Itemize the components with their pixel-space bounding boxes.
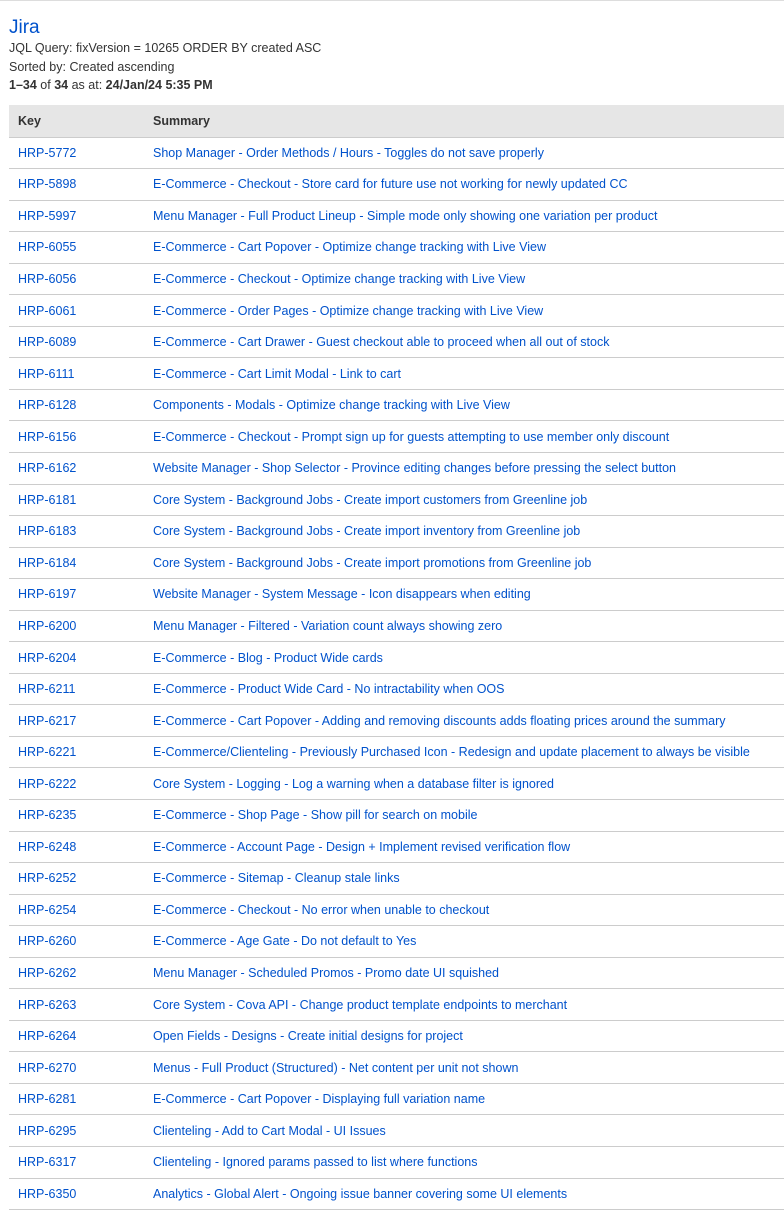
issue-summary-link[interactable]: E-Commerce - Checkout - Prompt sign up for guests attempting to use member only discount [153, 429, 670, 444]
key-cell [9, 989, 144, 1021]
key-cell [9, 358, 144, 390]
issue-key-link[interactable]: HRP-6235 [18, 808, 77, 823]
jql-label: JQL Query: [9, 41, 73, 55]
summary-cell [144, 547, 784, 579]
summary-cell [144, 863, 784, 895]
issue-summary-link[interactable]: Menu Manager - Full Product Lineup - Simple mode only showing one variation per product [153, 208, 658, 223]
table-row [9, 232, 784, 264]
issue-key-link[interactable]: HRP-6128 [18, 398, 77, 413]
issue-key-link[interactable]: HRP-6200 [18, 618, 77, 633]
issue-key-link[interactable]: HRP-6061 [18, 303, 77, 318]
issue-summary-link[interactable]: E-Commerce - Checkout - No error when unable to checkout [153, 902, 490, 917]
key-cell [9, 894, 144, 926]
key-cell [9, 137, 144, 169]
issue-key-link[interactable]: HRP-6248 [18, 839, 77, 854]
summary-cell [144, 295, 784, 327]
key-cell [9, 452, 144, 484]
summary-cell [144, 926, 784, 958]
summary-cell [144, 642, 784, 674]
table-row [9, 1178, 784, 1210]
issue-summary-link[interactable]: Website Manager - System Message - Icon disappears when editing [153, 587, 531, 602]
of-label: of [40, 78, 51, 92]
issue-key-link[interactable]: HRP-6181 [18, 492, 77, 507]
table-row [9, 989, 784, 1021]
issue-key-link[interactable]: HRP-6156 [18, 429, 77, 444]
issue-key-link[interactable]: HRP-6211 [18, 682, 76, 697]
summary-cell [144, 169, 784, 201]
issue-key-link[interactable]: HRP-6254 [18, 902, 77, 917]
table-row [9, 389, 784, 421]
summary-cell [144, 736, 784, 768]
table-row [9, 484, 784, 516]
timestamp: 24/Jan/24 5:35 PM [105, 78, 213, 92]
table-row [9, 295, 784, 327]
table-row [9, 579, 784, 611]
issue-key-link[interactable]: HRP-6217 [18, 713, 77, 728]
key-cell [9, 957, 144, 989]
issue-summary-link[interactable]: Clienteling - Ignored params passed to list where functions [153, 1155, 478, 1170]
issue-summary-link[interactable]: E-Commerce - Product Wide Card - No intractability when OOS [153, 682, 505, 697]
issue-key-link[interactable]: HRP-6270 [18, 1060, 77, 1075]
key-cell [9, 705, 144, 737]
summary-cell [144, 831, 784, 863]
issue-key-link[interactable]: HRP-6264 [18, 1029, 77, 1044]
key-cell [9, 389, 144, 421]
table-row [9, 673, 784, 705]
issue-summary-link[interactable]: Menu Manager - Filtered - Variation count always showing zero [153, 618, 503, 633]
page-container [0, 1, 784, 1210]
table-header-row [9, 105, 784, 138]
key-cell [9, 673, 144, 705]
issue-summary-link[interactable]: Core System - Background Jobs - Create import inventory from Greenline job [153, 524, 581, 539]
issue-summary-link[interactable]: Core System - Background Jobs - Create import customers from Greenline job [153, 492, 588, 507]
summary-cell [144, 263, 784, 295]
key-cell [9, 547, 144, 579]
issue-summary-link[interactable]: E-Commerce - Cart Drawer - Guest checkout able to proceed when all out of stock [153, 335, 610, 350]
key-cell [9, 421, 144, 453]
issue-summary-link[interactable]: Components - Modals - Optimize change tracking with Live View [153, 398, 510, 413]
issue-summary-link[interactable]: Menu Manager - Scheduled Promos - Promo date UI squished [153, 965, 500, 980]
summary-cell [144, 232, 784, 264]
table-row [9, 1147, 784, 1179]
table-row [9, 863, 784, 895]
issue-key-link[interactable]: HRP-6317 [18, 1155, 77, 1170]
table-row [9, 610, 784, 642]
key-cell [9, 736, 144, 768]
key-cell [9, 1020, 144, 1052]
issue-key-link[interactable]: HRP-6111 [18, 366, 75, 381]
key-cell [9, 169, 144, 201]
issue-summary-link[interactable]: E-Commerce - Age Gate - Do not default to Yes [153, 934, 417, 949]
issue-summary-link[interactable]: E-Commerce - Cart Popover - Adding and removing discounts adds floating prices around the summary [153, 713, 726, 728]
issue-key-link[interactable]: HRP-5772 [18, 145, 77, 160]
table-row [9, 642, 784, 674]
issue-key-link[interactable]: HRP-5898 [18, 177, 77, 192]
issue-key-link[interactable]: HRP-6197 [18, 587, 77, 602]
issue-key-link[interactable]: HRP-6204 [18, 650, 77, 665]
result-count-line [9, 76, 784, 95]
summary-cell [144, 1020, 784, 1052]
key-cell [9, 1115, 144, 1147]
key-cell [9, 263, 144, 295]
key-cell [9, 1178, 144, 1210]
table-row [9, 200, 784, 232]
issue-key-link[interactable]: HRP-6260 [18, 934, 77, 949]
key-cell [9, 863, 144, 895]
summary-cell [144, 137, 784, 169]
table-row [9, 1115, 784, 1147]
sorted-value: Created ascending [69, 59, 175, 74]
issue-summary-link[interactable]: E-Commerce - Blog - Product Wide cards [153, 650, 383, 665]
issues-table [9, 105, 784, 1211]
issue-summary-link[interactable]: Core System - Cova API - Change product template endpoints to merchant [153, 997, 568, 1012]
as-at-label: as at: [71, 78, 103, 92]
issue-summary-link[interactable]: Core System - Logging - Log a warning when a database filter is ignored [153, 776, 554, 791]
table-row [9, 705, 784, 737]
sorted-by-line [9, 58, 784, 77]
issue-summary-link[interactable]: Open Fields - Designs - Create initial designs for project [153, 1029, 463, 1044]
table-row [9, 452, 784, 484]
key-cell [9, 1052, 144, 1084]
issue-key-link[interactable]: HRP-6089 [18, 335, 77, 350]
issue-key-link[interactable]: HRP-6350 [18, 1186, 77, 1201]
table-row [9, 358, 784, 390]
summary-cell [144, 957, 784, 989]
key-cell [9, 232, 144, 264]
table-row [9, 926, 784, 958]
table-row [9, 516, 784, 548]
issue-summary-link[interactable]: E-Commerce - Shop Page - Show pill for search on mobile [153, 808, 478, 823]
summary-cell [144, 1115, 784, 1147]
issue-summary-link[interactable]: E-Commerce - Account Page - Design + Implement revised verification flow [153, 839, 571, 854]
issue-key-link[interactable]: HRP-6252 [18, 871, 77, 886]
summary-cell [144, 1052, 784, 1084]
key-cell [9, 579, 144, 611]
table-row [9, 831, 784, 863]
table-row [9, 421, 784, 453]
issue-key-link[interactable]: HRP-5997 [18, 208, 77, 223]
table-row [9, 169, 784, 201]
key-cell [9, 200, 144, 232]
summary-cell [144, 989, 784, 1021]
table-row [9, 957, 784, 989]
issue-summary-link[interactable]: E-Commerce - Cart Popover - Displaying full variation name [153, 1092, 486, 1107]
issue-key-link[interactable]: HRP-6262 [18, 965, 77, 980]
result-range: 1–34 [9, 78, 37, 92]
table-row [9, 799, 784, 831]
table-row [9, 1020, 784, 1052]
column-header-summary[interactable]: Summary [144, 105, 784, 138]
summary-cell [144, 389, 784, 421]
summary-cell [144, 1083, 784, 1115]
key-cell [9, 799, 144, 831]
table-row [9, 894, 784, 926]
issue-key-link[interactable]: HRP-6295 [18, 1123, 77, 1138]
summary-cell [144, 358, 784, 390]
key-cell [9, 516, 144, 548]
summary-cell [144, 610, 784, 642]
issue-summary-link[interactable]: E-Commerce - Checkout - Optimize change tracking with Live View [153, 271, 526, 286]
issue-key-link[interactable]: HRP-6281 [18, 1092, 77, 1107]
summary-cell [144, 799, 784, 831]
summary-cell [144, 579, 784, 611]
summary-cell [144, 673, 784, 705]
issue-summary-link[interactable]: Shop Manager - Order Methods / Hours - Toggles do not save properly [153, 145, 544, 160]
summary-cell [144, 1147, 784, 1179]
summary-cell [144, 484, 784, 516]
jira-title-link[interactable]: Jira [9, 17, 40, 38]
issue-summary-link[interactable]: E-Commerce - Cart Popover - Optimize change tracking with Live View [153, 240, 546, 255]
issue-key-link[interactable]: HRP-6263 [18, 997, 77, 1012]
issue-key-link[interactable]: HRP-6183 [18, 524, 77, 539]
result-total: 34 [54, 78, 69, 92]
table-row [9, 326, 784, 358]
summary-cell [144, 326, 784, 358]
summary-cell [144, 768, 784, 800]
jql-query-line [9, 39, 784, 58]
issue-summary-link[interactable]: E-Commerce - Cart Limit Modal - Link to cart [153, 366, 401, 381]
summary-cell [144, 421, 784, 453]
table-row [9, 1052, 784, 1084]
summary-cell [144, 200, 784, 232]
issue-key-link[interactable]: HRP-6056 [18, 271, 77, 286]
summary-cell [144, 516, 784, 548]
jql-value: fixVersion = 10265 ORDER BY created ASC [75, 41, 322, 55]
issue-key-link[interactable]: HRP-6162 [18, 461, 77, 476]
summary-cell [144, 894, 784, 926]
issue-key-link[interactable]: HRP-6184 [18, 555, 77, 570]
table-row [9, 736, 784, 768]
table-row [9, 137, 784, 169]
issue-summary-link[interactable]: E-Commerce - Checkout - Store card for future use not working for newly updated CC [153, 177, 628, 192]
issue-key-link[interactable]: HRP-6221 [18, 745, 77, 760]
summary-cell [144, 1178, 784, 1210]
issue-key-link[interactable]: HRP-6222 [18, 776, 77, 791]
key-cell [9, 768, 144, 800]
issue-summary-link[interactable]: Analytics - Global Alert - Ongoing issue banner covering some UI elements [153, 1186, 568, 1201]
issue-summary-link[interactable]: E-Commerce - Sitemap - Cleanup stale links [153, 871, 400, 886]
issue-key-link[interactable]: HRP-6055 [18, 240, 77, 255]
summary-cell [144, 705, 784, 737]
key-cell [9, 610, 144, 642]
key-cell [9, 1083, 144, 1115]
key-cell [9, 642, 144, 674]
key-cell [9, 1147, 144, 1179]
summary-cell [144, 452, 784, 484]
key-cell [9, 484, 144, 516]
table-row [9, 263, 784, 295]
key-cell [9, 831, 144, 863]
sorted-label: Sorted by: [9, 59, 66, 74]
table-row [9, 1083, 784, 1115]
key-cell [9, 926, 144, 958]
issue-summary-link[interactable]: E-Commerce - Order Pages - Optimize change tracking with Live View [153, 303, 544, 318]
issue-summary-link[interactable]: Menus - Full Product (Structured) - Net content per unit not shown [153, 1060, 519, 1075]
issue-summary-link[interactable]: E-Commerce/Clienteling - Previously Purchased Icon - Redesign and update placement to always be visible [153, 745, 750, 760]
key-cell [9, 295, 144, 327]
table-row [9, 768, 784, 800]
column-header-key[interactable]: Key [9, 105, 144, 138]
issue-summary-link[interactable]: Website Manager - Shop Selector - Province editing changes before pressing the select button [153, 461, 676, 476]
issue-summary-link[interactable]: Core System - Background Jobs - Create import promotions from Greenline job [153, 555, 592, 570]
issue-summary-link[interactable]: Clienteling - Add to Cart Modal - UI Issues [153, 1123, 386, 1138]
key-cell [9, 326, 144, 358]
table-row [9, 547, 784, 579]
